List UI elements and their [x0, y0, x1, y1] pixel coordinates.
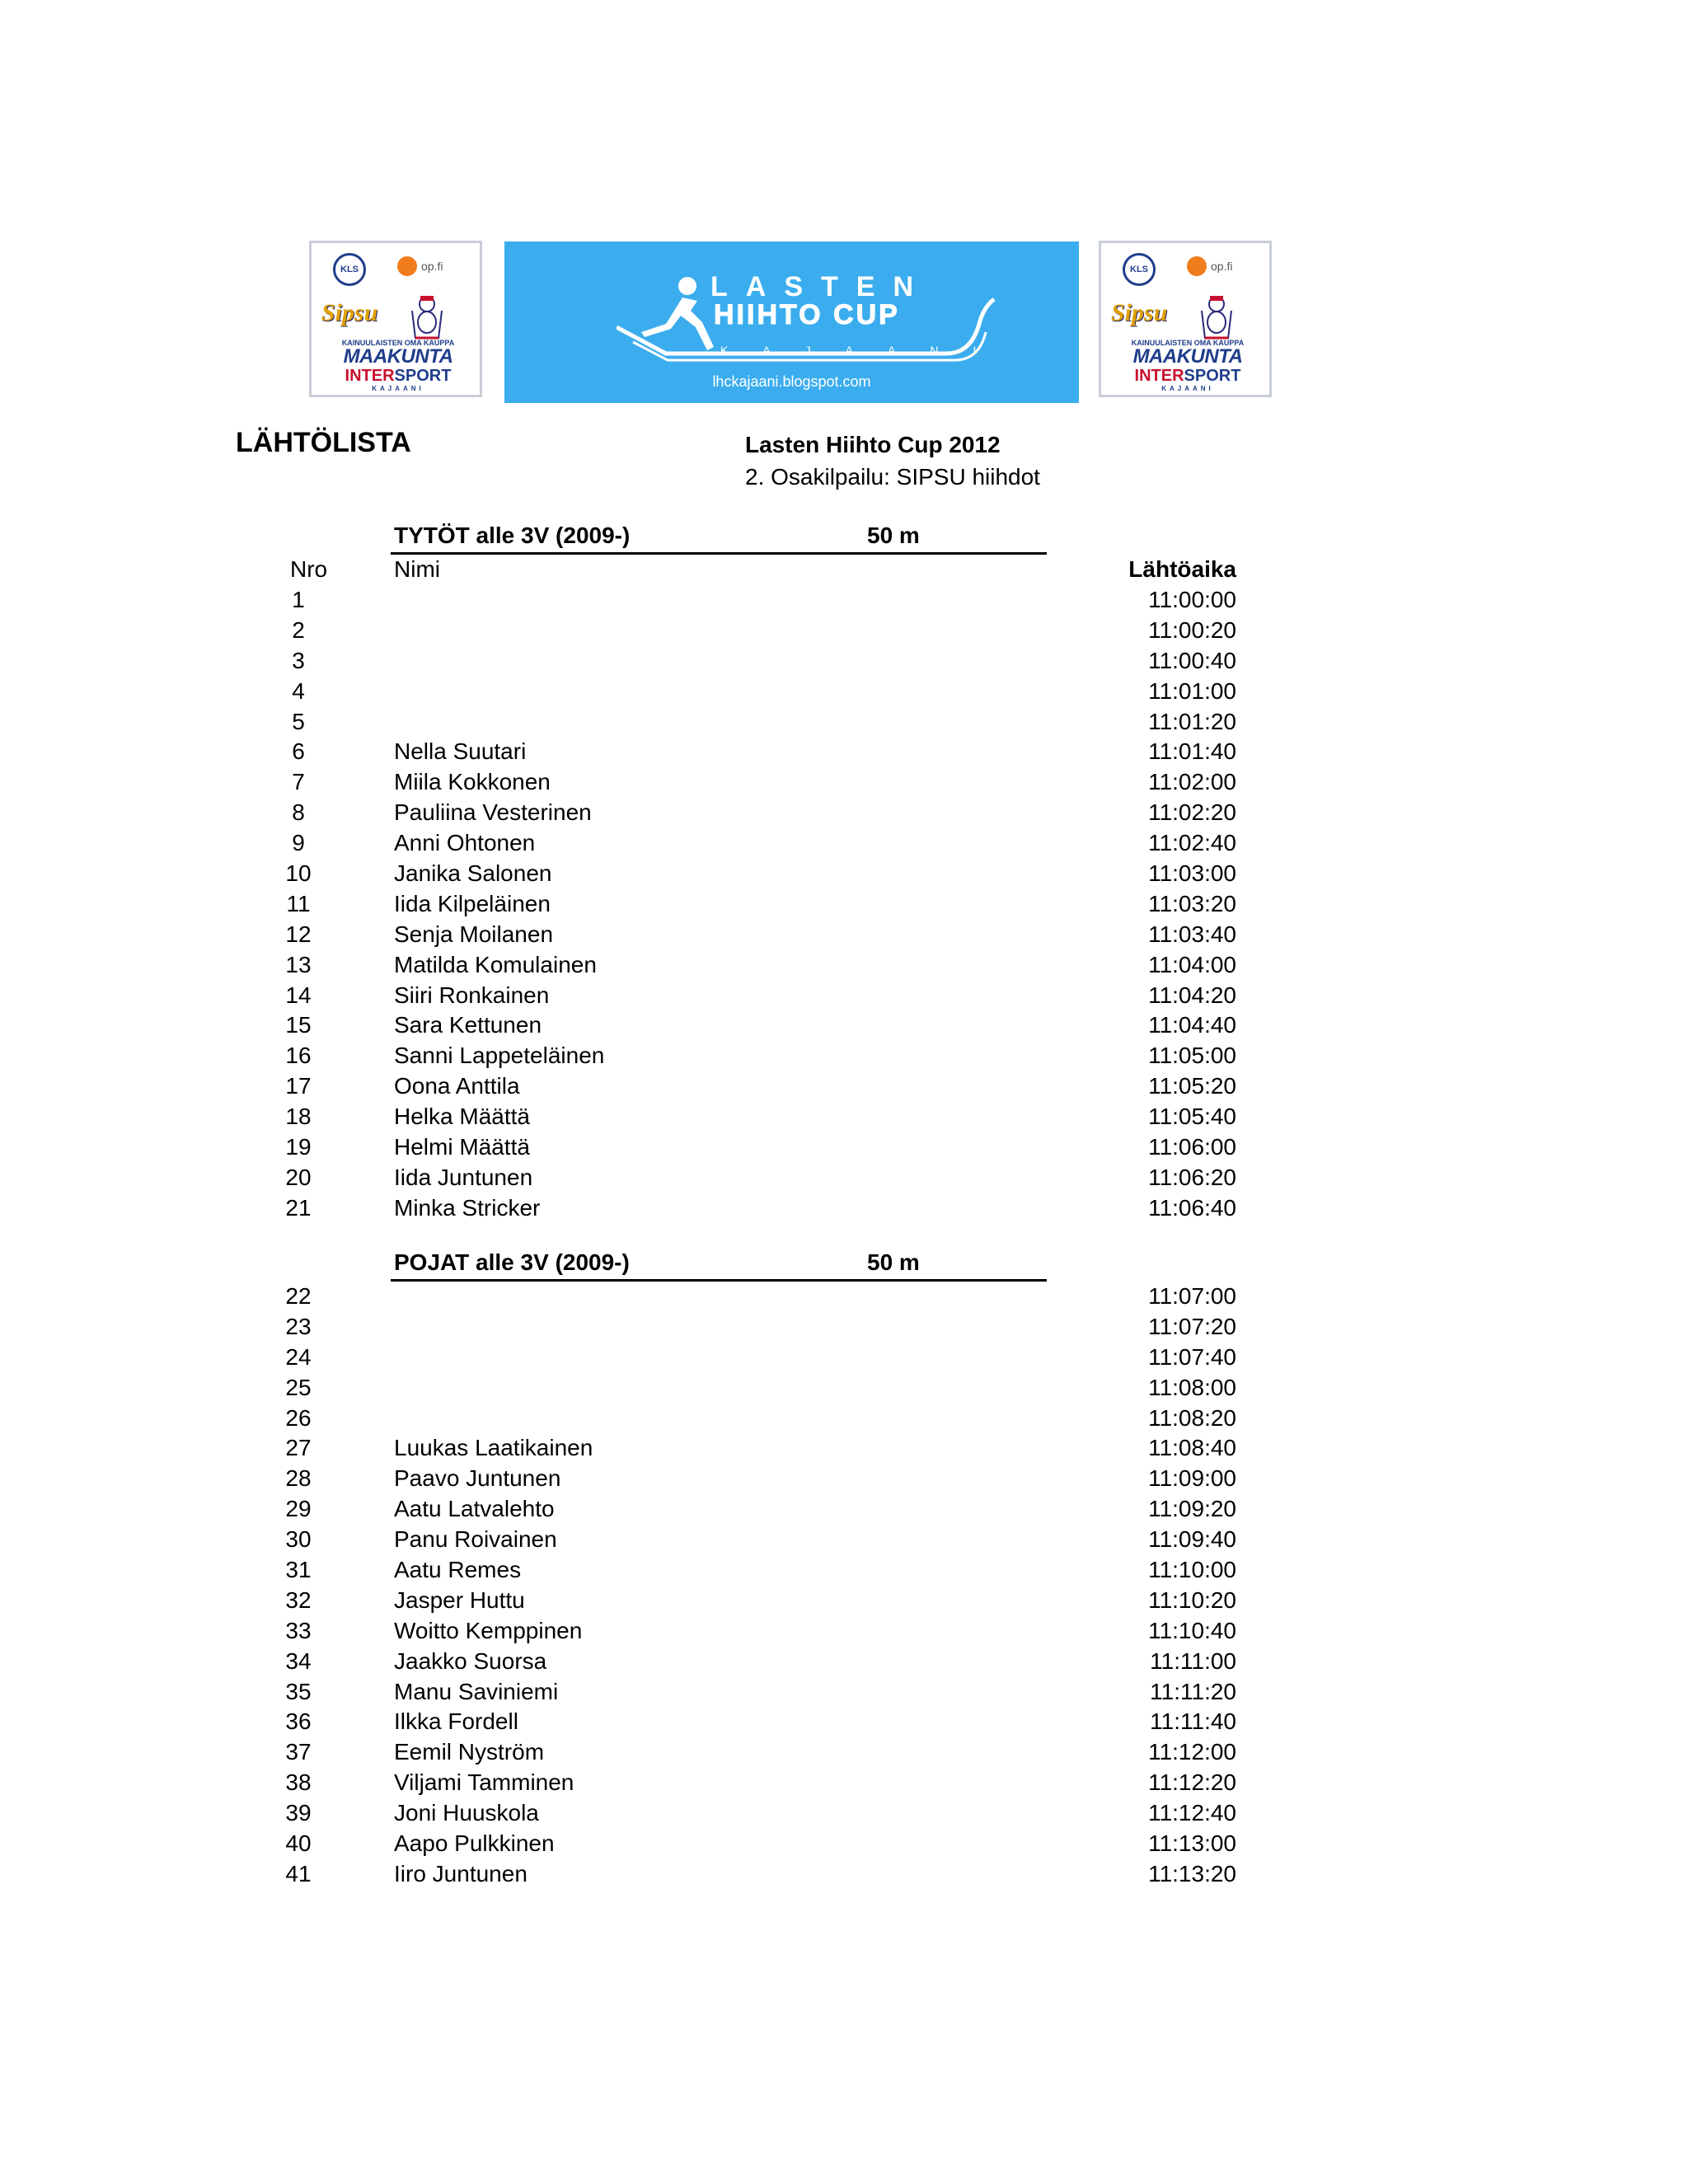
row-start-time: 11:12:00 — [1148, 1739, 1236, 1765]
table-row — [0, 1677, 1688, 1708]
row-name: Siiri Ronkainen — [394, 982, 550, 1008]
intersport-logo — [1108, 367, 1268, 386]
row-name: Helka Määttä — [394, 1104, 530, 1130]
row-start-time: 11:00:00 — [1148, 587, 1236, 612]
row-start-time: 11:05:00 — [1148, 1043, 1236, 1069]
row-nro: 11 — [286, 890, 311, 916]
table-row — [0, 1464, 1688, 1494]
row-nro: 7 — [292, 769, 305, 795]
row-start-time: 11:03:20 — [1148, 890, 1236, 916]
table-row — [0, 1494, 1688, 1525]
table-row — [0, 1829, 1688, 1859]
row-name: Iiro Juntunen — [394, 1860, 528, 1886]
row-nro: 24 — [285, 1343, 312, 1370]
row-nro: 27 — [285, 1435, 312, 1461]
intersport-city: KAJAANI — [1161, 385, 1214, 392]
row-name: Iida Juntunen — [394, 1164, 533, 1190]
row-nro: 25 — [285, 1374, 312, 1400]
row-name: Aatu Remes — [394, 1557, 522, 1583]
row-name: Minka Stricker — [394, 1194, 541, 1221]
row-start-time: 11:12:40 — [1148, 1800, 1236, 1826]
row-name: Helmi Määttä — [394, 1134, 530, 1160]
banner-title-line1: LASTEN — [710, 271, 931, 302]
row-nro: 17 — [285, 1073, 312, 1099]
row-name: Iida Kilpeläinen — [394, 890, 551, 916]
table-row — [0, 1404, 1688, 1434]
row-start-time: 11:09:40 — [1148, 1526, 1236, 1553]
table-row — [0, 1737, 1688, 1768]
row-nro: 3 — [292, 647, 305, 673]
table-row — [0, 1616, 1688, 1647]
row-nro: 26 — [285, 1404, 312, 1431]
table-row — [0, 1041, 1688, 1071]
category-header-boys — [391, 1248, 1047, 1282]
row-name: Matilda Komulainen — [394, 951, 597, 977]
table-row — [0, 1312, 1688, 1343]
table-row — [0, 677, 1688, 707]
row-start-time: 11:09:00 — [1148, 1465, 1236, 1492]
table-row — [0, 981, 1688, 1011]
row-start-time: 11:08:40 — [1148, 1435, 1236, 1461]
row-start-time: 11:02:00 — [1148, 769, 1236, 795]
row-nro: 28 — [285, 1465, 312, 1492]
row-nro: 23 — [285, 1313, 312, 1339]
row-nro: 36 — [285, 1708, 312, 1735]
row-nro: 32 — [285, 1586, 312, 1613]
row-start-time: 11:09:20 — [1148, 1496, 1236, 1522]
row-start-time: 11:02:20 — [1148, 799, 1236, 826]
lasten-hiihto-cup-banner — [504, 241, 1079, 403]
table-row — [0, 646, 1688, 677]
row-start-time: 11:10:20 — [1148, 1586, 1236, 1613]
row-start-time: 11:07:00 — [1148, 1283, 1236, 1309]
row-nro: 14 — [285, 982, 312, 1008]
banner-title-line2: HIIHTO CUP — [714, 299, 900, 330]
row-start-time: 11:04:40 — [1148, 1012, 1236, 1038]
row-start-time: 11:05:20 — [1148, 1073, 1236, 1099]
row-start-time: 11:07:40 — [1148, 1343, 1236, 1370]
category-header-girls — [391, 521, 1047, 555]
table-row — [0, 1010, 1688, 1041]
table-row — [0, 1525, 1688, 1555]
row-name: Viljami Tamminen — [394, 1769, 574, 1796]
table-row — [0, 616, 1688, 646]
intersport-logo-a: INTER — [345, 367, 395, 385]
row-name: Joni Huuskola — [394, 1800, 539, 1826]
table-row — [0, 1343, 1688, 1373]
row-start-time: 11:00:40 — [1148, 647, 1236, 673]
table-row — [0, 828, 1688, 859]
row-nro: 22 — [285, 1283, 312, 1309]
row-name: Sara Kettunen — [394, 1012, 542, 1038]
row-nro: 10 — [285, 860, 312, 887]
snowman-skier-icon — [409, 294, 445, 340]
row-name: Sanni Lappeteläinen — [394, 1043, 605, 1069]
row-name: Senja Moilanen — [394, 921, 554, 947]
row-nro: 18 — [285, 1104, 312, 1130]
row-name: Aapo Pulkkinen — [394, 1830, 555, 1857]
table-row — [0, 1433, 1688, 1464]
row-name: Jasper Huttu — [394, 1586, 525, 1613]
table-row — [0, 1163, 1688, 1193]
row-start-time: 11:06:20 — [1148, 1164, 1236, 1190]
row-nro: 15 — [285, 1012, 312, 1038]
round-name: 2. Osakilpailu: SIPSU hiihdot — [745, 464, 1040, 490]
table-row — [0, 920, 1688, 950]
row-nro: 6 — [292, 738, 305, 765]
table-row — [0, 1768, 1688, 1798]
table-row — [0, 1707, 1688, 1737]
row-start-time: 11:00:20 — [1148, 616, 1236, 643]
row-start-time: 11:13:20 — [1148, 1860, 1236, 1886]
row-nro: 30 — [285, 1526, 312, 1553]
op-logo — [397, 256, 443, 276]
row-start-time: 11:04:00 — [1148, 951, 1236, 977]
row-start-time: 11:10:40 — [1148, 1617, 1236, 1643]
row-start-time: 11:02:40 — [1148, 830, 1236, 856]
category-name: TYTÖT alle 3V (2009-) — [394, 523, 631, 548]
snowman-skier-icon — [1198, 294, 1235, 340]
table-row — [0, 1071, 1688, 1102]
row-nro: 29 — [285, 1496, 312, 1522]
row-start-time: 11:01:20 — [1148, 708, 1236, 734]
row-nro: 16 — [285, 1043, 312, 1069]
row-name: Manu Saviniemi — [394, 1678, 559, 1704]
row-name: Panu Roivainen — [394, 1526, 557, 1553]
category-distance: 50 m — [867, 1249, 920, 1275]
row-nro: 20 — [285, 1164, 312, 1190]
op-logo — [1187, 256, 1232, 276]
table-row — [0, 767, 1688, 798]
row-nro: 13 — [285, 951, 312, 977]
row-nro: 33 — [285, 1617, 312, 1643]
row-start-time: 11:01:40 — [1148, 738, 1236, 765]
maakunta-logo: MAAKUNTA — [343, 345, 453, 368]
row-nro: 12 — [285, 921, 312, 947]
row-nro: 8 — [292, 799, 305, 826]
sponsor-logos-left — [309, 241, 482, 397]
category-distance: 50 m — [867, 523, 920, 548]
row-start-time: 11:10:00 — [1148, 1557, 1236, 1583]
row-start-time: 11:01:00 — [1148, 677, 1236, 704]
column-header-lahtoaika: Lähtöaika — [1128, 556, 1236, 582]
row-name: Pauliina Vesterinen — [394, 799, 592, 826]
row-nro: 40 — [285, 1830, 312, 1857]
sponsor-logos-right — [1099, 241, 1272, 397]
table-row — [0, 1859, 1688, 1890]
column-header-nimi: Nimi — [394, 556, 440, 582]
row-name: Janika Salonen — [394, 860, 552, 887]
banner-city: KAJAANI — [720, 344, 1011, 357]
op-circle-icon — [1187, 256, 1207, 276]
table-row — [0, 707, 1688, 738]
row-nro: 9 — [292, 830, 305, 856]
table-row — [0, 1193, 1688, 1224]
row-start-time: 11:06:00 — [1148, 1134, 1236, 1160]
category-name: POJAT alle 3V (2009-) — [394, 1249, 630, 1275]
row-name: Woitto Kemppinen — [394, 1617, 583, 1643]
row-start-time: 11:11:20 — [1150, 1678, 1236, 1704]
table-row — [0, 1102, 1688, 1132]
row-name: Anni Ohtonen — [394, 830, 536, 856]
kls-logo-icon: KLS — [1123, 253, 1156, 286]
op-circle-icon — [397, 256, 417, 276]
row-name: Ilkka Fordell — [394, 1708, 518, 1735]
row-start-time: 11:06:40 — [1148, 1194, 1236, 1221]
row-nro: 41 — [285, 1860, 312, 1886]
table-row — [0, 889, 1688, 920]
row-name: Oona Anttila — [394, 1073, 520, 1099]
row-nro: 2 — [292, 616, 305, 643]
row-name: Jaakko Suorsa — [394, 1647, 547, 1674]
table-row — [0, 1586, 1688, 1616]
row-start-time: 11:08:20 — [1148, 1404, 1236, 1431]
table-row — [0, 585, 1688, 616]
banner-url: lhckajaani.blogspot.com — [712, 373, 871, 390]
row-start-time: 11:07:20 — [1148, 1313, 1236, 1339]
page-title: LÄHTÖLISTA — [236, 427, 411, 458]
sipsu-logo: Sipsu — [321, 299, 378, 326]
intersport-logo-b: SPORT — [1184, 367, 1241, 385]
row-start-time: 11:05:40 — [1148, 1104, 1236, 1130]
sipsu-logo: Sipsu — [1111, 299, 1168, 326]
row-start-time: 11:12:20 — [1148, 1769, 1236, 1796]
row-nro: 38 — [285, 1769, 312, 1796]
row-start-time: 11:03:00 — [1148, 860, 1236, 887]
intersport-city: KAJAANI — [372, 385, 424, 392]
intersport-logo — [318, 367, 478, 386]
row-start-time: 11:04:20 — [1148, 982, 1236, 1008]
intersport-logo-b: SPORT — [394, 367, 452, 385]
row-nro: 1 — [292, 587, 305, 612]
row-nro: 4 — [292, 677, 305, 704]
kls-logo-icon: KLS — [333, 253, 366, 286]
row-start-time: 11:03:40 — [1148, 921, 1236, 947]
row-name: Paavo Juntunen — [394, 1465, 561, 1492]
table-row — [0, 950, 1688, 981]
table-row — [0, 1373, 1688, 1404]
table-row — [0, 798, 1688, 828]
row-nro: 35 — [285, 1678, 312, 1704]
row-name: Eemil Nyström — [394, 1739, 545, 1765]
table-row — [0, 1132, 1688, 1163]
table-row — [0, 1798, 1688, 1829]
row-start-time: 11:13:00 — [1148, 1830, 1236, 1857]
maakunta-tagline: KAINUULAISTEN OMA KAUPPA — [1131, 339, 1245, 347]
table-row — [0, 1282, 1688, 1312]
table-row — [0, 859, 1688, 889]
intersport-logo-a: INTER — [1134, 367, 1184, 385]
row-name: Miila Kokkonen — [394, 769, 551, 795]
row-name: Aatu Latvalehto — [394, 1496, 555, 1522]
row-nro: 31 — [285, 1557, 312, 1583]
row-nro: 5 — [292, 708, 305, 734]
op-logo-text: op.fi — [1211, 260, 1233, 273]
row-nro: 19 — [285, 1134, 312, 1160]
event-name: Lasten Hiihto Cup 2012 — [745, 432, 1001, 457]
start-list-girls — [0, 585, 1688, 1224]
row-start-time: 11:11:00 — [1150, 1647, 1236, 1674]
row-nro: 21 — [285, 1194, 312, 1221]
table-row — [0, 1555, 1688, 1586]
row-name: Nella Suutari — [394, 738, 527, 765]
maakunta-tagline: KAINUULAISTEN OMA KAUPPA — [341, 339, 455, 347]
table-row — [0, 1647, 1688, 1677]
maakunta-logo: MAAKUNTA — [1132, 345, 1243, 368]
row-nro: 39 — [285, 1800, 312, 1826]
row-nro: 37 — [285, 1739, 312, 1765]
row-nro: 34 — [285, 1647, 312, 1674]
row-start-time: 11:11:40 — [1150, 1708, 1236, 1735]
table-row — [0, 737, 1688, 767]
op-logo-text: op.fi — [421, 260, 443, 273]
start-list-boys — [0, 1282, 1688, 1890]
row-start-time: 11:08:00 — [1148, 1374, 1236, 1400]
column-header-nro: Nro — [290, 556, 328, 582]
row-name: Luukas Laatikainen — [394, 1435, 593, 1461]
